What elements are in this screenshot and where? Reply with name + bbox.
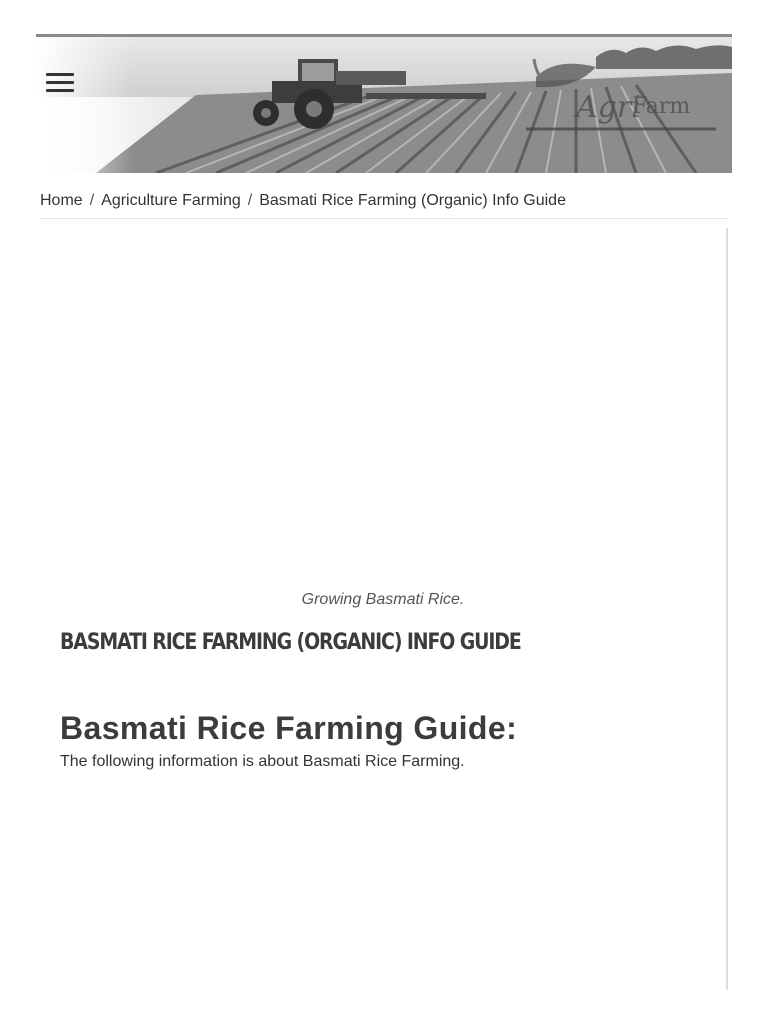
image-caption: Growing Basmati Rice. [301, 591, 465, 608]
breadcrumb-separator: / [89, 192, 95, 209]
featured-image [60, 232, 706, 582]
hamburger-menu-icon[interactable] [46, 73, 76, 97]
article-title: BASMATI RICE FARMING (ORGANIC) INFO GUIDE [60, 630, 521, 655]
intro-paragraph: The following information is about Basmati Rice Farming. [60, 753, 465, 770]
section-heading: Basmati Rice Farming Guide: [60, 710, 518, 746]
breadcrumb-current-page: Basmati Rice Farming (Organic) Info Guide [259, 192, 566, 209]
content-column-divider [726, 228, 728, 990]
breadcrumb-agriculture-farming[interactable]: Agriculture Farming [101, 192, 241, 209]
breadcrumb-home[interactable]: Home [40, 192, 83, 209]
breadcrumb [40, 192, 728, 219]
header-banner [36, 34, 732, 173]
breadcrumb-separator: / [247, 192, 253, 209]
tractor-field-banner-image [36, 37, 732, 173]
